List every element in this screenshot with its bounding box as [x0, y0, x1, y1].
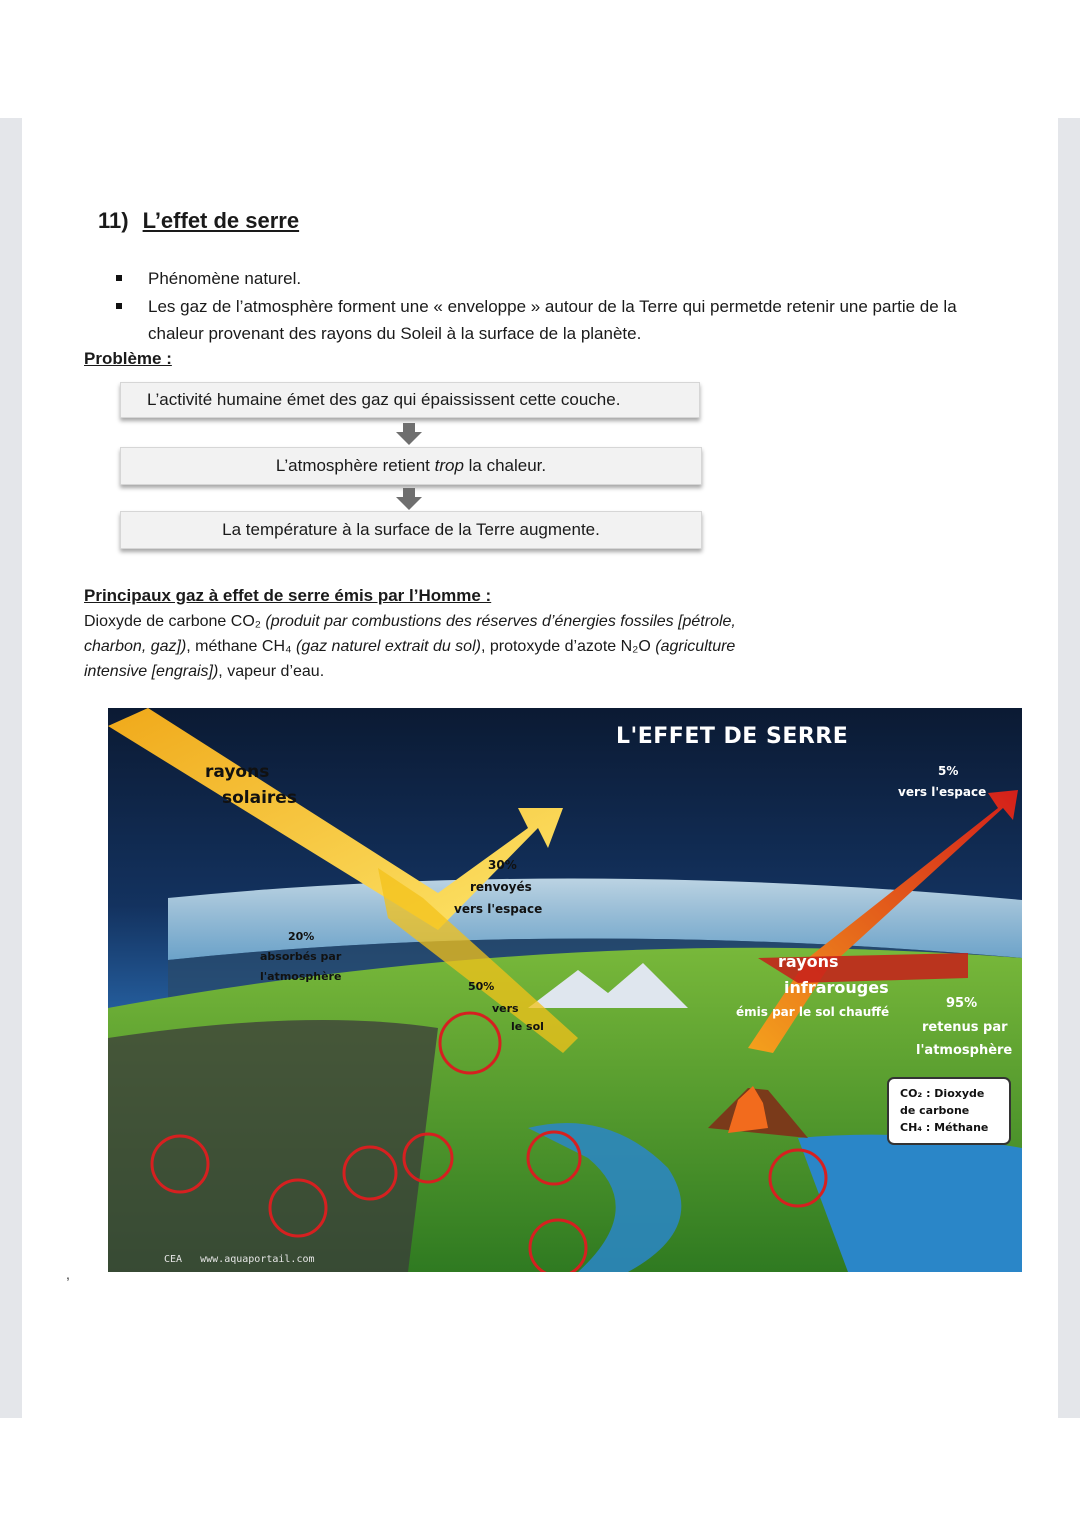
- flow-step-text: L’activité humaine émet des gaz qui épaississent cette couche.: [147, 390, 621, 409]
- n2o-text: , protoxyde d’azote N₂O: [480, 638, 651, 655]
- flow-step-text: L’atmosphère retient: [275, 456, 435, 475]
- label-rayons: rayons: [205, 762, 270, 782]
- down-arrow-icon: [396, 423, 422, 445]
- label-vers: vers: [492, 1002, 519, 1015]
- bullet-square-icon: [116, 303, 122, 309]
- label-absorbes: absorbés par: [260, 950, 342, 963]
- probleme-label: Problème :: [84, 349, 172, 368]
- ch4-note: (gaz naturel extrait du sol): [295, 638, 481, 655]
- label-solaires: solaires: [222, 788, 297, 808]
- page-edge-left: [0, 118, 22, 1418]
- section-title: L’effet de serre: [142, 208, 300, 233]
- bullet-square-icon: [116, 275, 122, 281]
- label-le-sol: le sol: [511, 1020, 544, 1033]
- label-5-vers-espace: vers l'espace: [898, 785, 987, 799]
- co2-text: Dioxyde de carbone CO₂: [84, 613, 261, 630]
- end-text: , vapeur d’eau.: [218, 663, 325, 680]
- flow-step-2: [120, 447, 702, 485]
- gaz-label: Principaux gaz à effet de serre émis par l’Homme :: [84, 586, 492, 605]
- co2-note: (produit par combustions des réserves d’énergies fossiles [pétrole, charbon, gaz]): [84, 613, 736, 655]
- bullet-text: Phénomène naturel.: [148, 269, 302, 288]
- label-retenus-atmosphere: l'atmosphère: [916, 1043, 1013, 1058]
- flow-step-text: La température à la surface de la Terre augmente.: [222, 520, 600, 539]
- figure-title: L'EFFET DE SERRE: [616, 724, 849, 749]
- page-edge-right: [1058, 118, 1080, 1418]
- section-heading: [98, 208, 299, 234]
- gaz-paragraph: [84, 609, 744, 684]
- figure-credit: CEA www.aquaportail.com: [164, 1254, 315, 1265]
- ch4-text: , méthane CH₄: [186, 638, 292, 655]
- label-20: 20%: [288, 930, 315, 943]
- label-retenus: retenus par: [922, 1020, 1008, 1035]
- label-infrarouges: infrarouges: [784, 978, 889, 997]
- label-atmosphere: l'atmosphère: [260, 970, 342, 983]
- label-50: 50%: [468, 980, 495, 993]
- label-renvoyes: renvoyés: [470, 880, 532, 894]
- flow-step-3: [120, 511, 702, 549]
- label-30: 30%: [488, 858, 517, 872]
- label-5: 5%: [938, 764, 959, 778]
- label-ir-rayons: rayons: [778, 952, 839, 971]
- section-number: 11): [98, 208, 129, 233]
- legend-co2: CO₂ : Dioxyde: [900, 1087, 985, 1100]
- flow-step-1: [120, 382, 700, 418]
- legend-ch4: CH₄ : Méthane: [900, 1121, 989, 1134]
- flow-step-text: la chaleur.: [463, 456, 547, 475]
- bullet-text: Les gaz de l’atmosphère forment une « enveloppe » autour de la Terre qui permetde retenir une partie de la chaleur provenant des rayons du Soleil à la surface de la planète.: [148, 297, 957, 343]
- down-arrow-icon: [396, 488, 422, 510]
- flow-step-emphasis: trop: [434, 456, 464, 475]
- label-vers-espace: vers l'espace: [454, 902, 543, 916]
- n2o-note: (agriculture intensive [engrais]): [84, 638, 736, 680]
- legend-carbone: de carbone: [900, 1104, 970, 1117]
- stray-mark: ,: [66, 1266, 70, 1282]
- greenhouse-effect-illustration: [108, 708, 1022, 1272]
- label-emis-sol: émis par le sol chauffé: [736, 1005, 890, 1019]
- label-95: 95%: [946, 996, 978, 1011]
